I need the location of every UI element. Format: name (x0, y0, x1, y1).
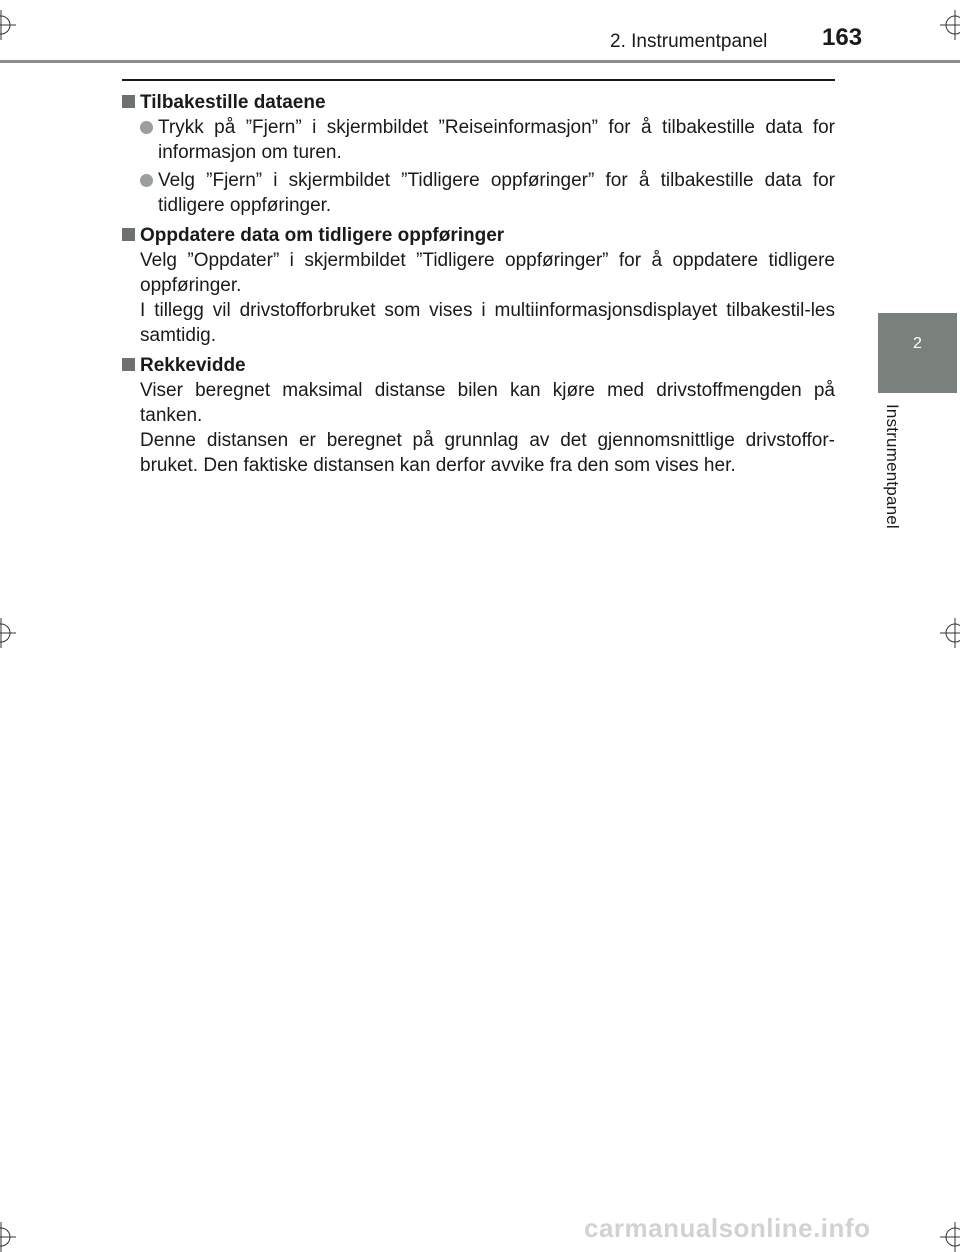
list-item-text: Trykk på ”Fjern” i skjermbildet ”Reiseinformasjon” for å tilbakestille data for informasjon om turen. (158, 117, 835, 163)
watermark: carmanualsonline.info (584, 1213, 871, 1243)
chapter-number: 2 (913, 335, 922, 352)
section-heading (122, 223, 835, 248)
square-bullet-icon (122, 228, 135, 241)
list-item (122, 115, 835, 165)
list-item-text: Velg ”Fjern” i skjermbildet ”Tidligere oppføringer” for å tilbakestille data for tidligere oppføringer. (158, 170, 835, 216)
section-reset-data (122, 90, 835, 218)
section-paragraph: Velg ”Oppdater” i skjermbildet ”Tidligere oppføringer” for å oppdatere tidligere oppføringer. I tillegg vil drivstofforbruket som vises i multiinformasjonsdisplayet tilbakestil-les samtidig. (140, 250, 835, 346)
section-heading-text: Oppdatere data om tidligere oppføringer (140, 225, 505, 246)
square-bullet-icon (122, 358, 135, 371)
section-range (122, 353, 835, 478)
section-update-history (122, 223, 835, 348)
registration-mark-top-left-icon (0, 10, 16, 40)
header-divider (0, 60, 960, 63)
registration-mark-bottom-left-icon (0, 1222, 16, 1252)
chapter-label: Instrumentpanel (883, 404, 902, 529)
section-title: 2. Instrumentpanel (610, 31, 768, 52)
page-number: 163 (822, 24, 863, 51)
registration-mark-mid-right-icon (940, 618, 960, 648)
registration-mark-mid-left-icon (0, 618, 16, 648)
page-content (122, 90, 835, 483)
section-heading (122, 90, 835, 115)
content-divider (122, 79, 835, 81)
circle-bullet-icon (140, 121, 153, 134)
chapter-tab (878, 313, 957, 393)
section-heading-text: Rekkevidde (140, 355, 246, 376)
registration-mark-top-right-icon (940, 10, 960, 40)
section-paragraph: Viser beregnet maksimal distanse bilen kan kjøre med drivstoffmengden på tanken. Denne distansen er beregnet på grunnlag av det gjennomsnittlige drivstoffor-bruket. Den faktiske distansen kan derfor avvike fra den som vises her. (140, 380, 835, 476)
section-heading-text: Tilbakestille dataene (140, 92, 326, 113)
circle-bullet-icon (140, 174, 153, 187)
section-heading (122, 353, 835, 378)
square-bullet-icon (122, 95, 135, 108)
registration-mark-bottom-right-icon (940, 1222, 960, 1252)
list-item (122, 168, 835, 218)
